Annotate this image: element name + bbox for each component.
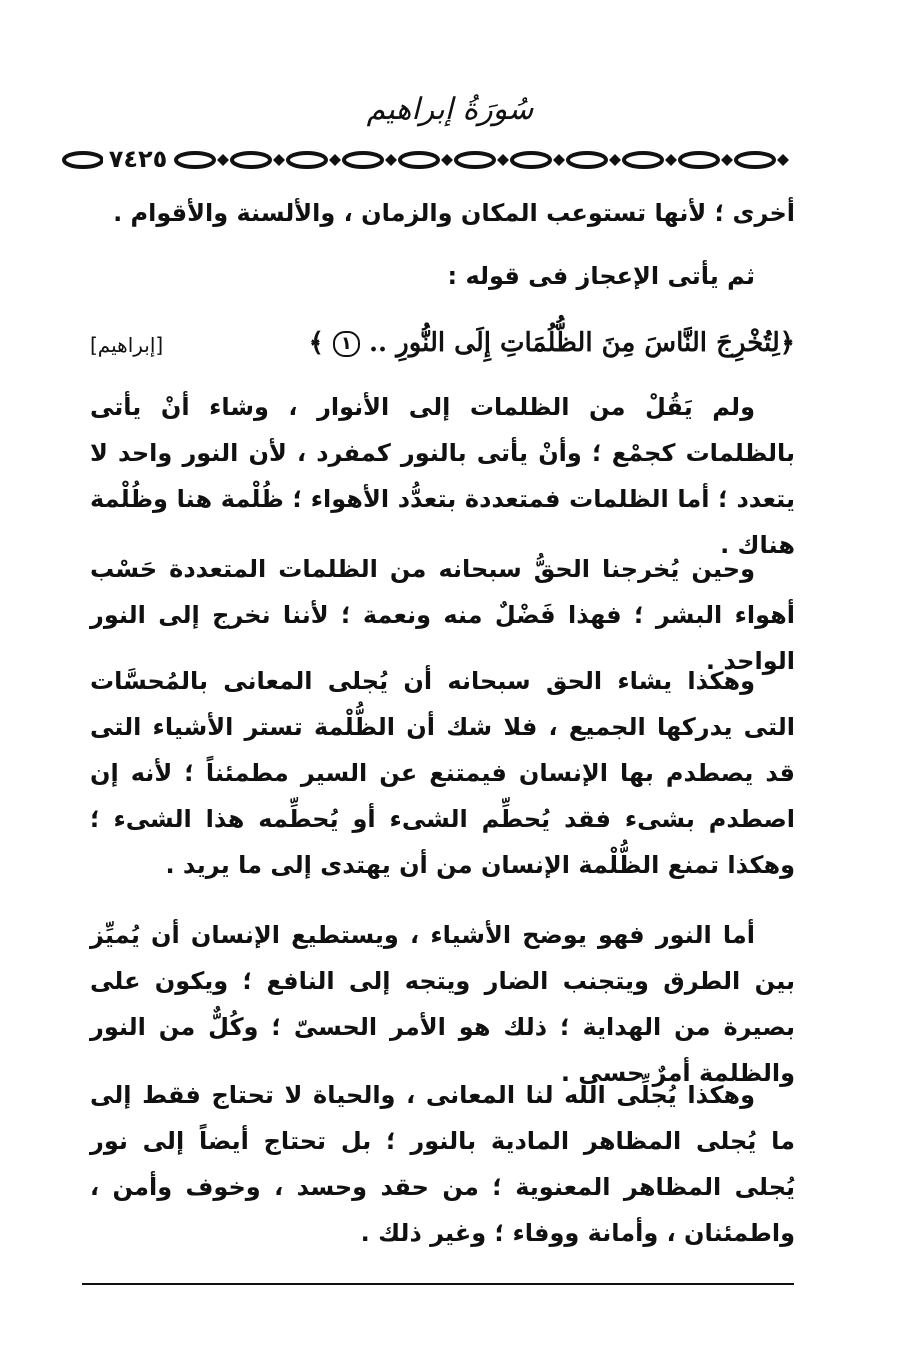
paragraph-2-text: ثم يأتى الإعجاز فى قوله :: [447, 262, 755, 290]
ornament-diamond-5: [385, 154, 397, 166]
paragraph-5: [90, 658, 795, 888]
ornament-diamond-8: [553, 154, 565, 166]
ornament-diamond-2: [217, 154, 229, 166]
ornament-oval-2: [176, 153, 214, 167]
ornament-diamond-10: [665, 154, 677, 166]
paragraph-4-text: وحين يُخرجنا الحقُّ سبحانه من الظلمات المتعددة حَسْب أهواء البشر ؛ فهذا فَضْلٌ منه ونعمة ؛ لأننا نخرج إلى النور الواحد .: [90, 555, 795, 675]
paragraph-3: [90, 384, 795, 568]
ornament-diamond-9: [609, 154, 621, 166]
ornament-bar: [60, 145, 828, 175]
page-number: ٧٤٢٥: [103, 144, 173, 174]
paragraph-1: [90, 190, 795, 236]
ornament-diamond-4: [329, 154, 341, 166]
ornament-diamond-6: [441, 154, 453, 166]
ornament-oval-3: [232, 153, 270, 167]
verse-close-bracket: ﴾: [308, 328, 324, 358]
ornament-oval-7: [456, 153, 494, 167]
bottom-rule: [82, 1283, 794, 1285]
ornament-oval-11: [680, 153, 718, 167]
ornament-diamond-11: [721, 154, 733, 166]
paragraph-3-text: ولم يَقُلْ من الظلمات إلى الأنوار ، وشاء أنْ يأتى بالظلمات كجمْع ؛ وأنْ يأتى بالنور كمفرد ، لأن النور واحد لا يتعدد ؛ أما الظلمات فمتعددة بتعدُّد الأهواء ؛ ظُلْمة هنا وظُلْمة هناك .: [90, 393, 795, 559]
paragraph-6: [90, 912, 795, 1096]
paragraph-2: [90, 253, 795, 299]
paragraph-7: [90, 1072, 795, 1256]
ornament-diamond-12: [777, 154, 789, 166]
ornament-diamond-3: [273, 154, 285, 166]
paragraph-5-text: وهكذا يشاء الحق سبحانه أن يُجلى المعانى بالمُحسَّات التى يدركها الجميع ، فلا شك أن الظُّلْمة تستر الأشياء التى قد يصطدم بها الإنسان فيمتنع عن السير مطمئناً ؛ لأنه إن اصطدم بشىء فقد يُحطِّم الشىء أو يُحطِّمه هذا الشىء ؛ وهكذا تمنع الظُّلْمة الإنسان من أن يهتدى إلى ما يريد .: [90, 667, 795, 879]
verse-text-wrap: [309, 320, 795, 366]
ornament-oval-0: [64, 153, 102, 167]
surah-title: سُورَةُ إبراهيم: [366, 92, 534, 127]
ornament-oval-5: [344, 153, 382, 167]
ornament-oval-10: [624, 153, 662, 167]
ornament-diamond-7: [497, 154, 509, 166]
paragraph-1-text: أخرى ؛ لأنها تستوعب المكان والزمان ، والألسنة والأقوام .: [113, 199, 795, 227]
verse-text: ﴿لِتُخْرِجَ النَّاسَ مِنَ الظُّلُمَاتِ إِلَى النُّورِ ..: [368, 328, 795, 358]
ornament-oval-4: [288, 153, 326, 167]
ornament-oval-6: [400, 153, 438, 167]
ornament-oval-8: [512, 153, 550, 167]
verse-number-badge: ١: [333, 331, 360, 357]
paragraph-6-text: أما النور فهو يوضح الأشياء ، ويستطيع الإنسان أن يُميِّز بين الطرق ويتجنب الضار ويتجه إلى النافع ؛ ويكون على بصيرة من الهداية ؛ ذلك هو الأمر الحسىّ ؛ وكُلٌّ من النور والظلمة أمرٌ حسى .: [90, 921, 795, 1087]
ornament-oval-9: [568, 153, 606, 167]
quran-verse: [90, 320, 795, 366]
verse-reference: [إبراهيم]: [90, 333, 164, 357]
paragraph-7-text: وهكذا يُجلِّى الله لنا المعانى ، والحياة لا تحتاج فقط إلى ما يُجلى المظاهر المادية بالنور ؛ بل تحتاج أيضاً إلى نور يُجلى المظاهر المعنوية ؛ من حقد وحسد ، وخوف وأمن ، واطمئنان ، وأمانة ووفاء ؛ وغير ذلك .: [90, 1081, 795, 1247]
ornament-oval-12: [736, 153, 774, 167]
